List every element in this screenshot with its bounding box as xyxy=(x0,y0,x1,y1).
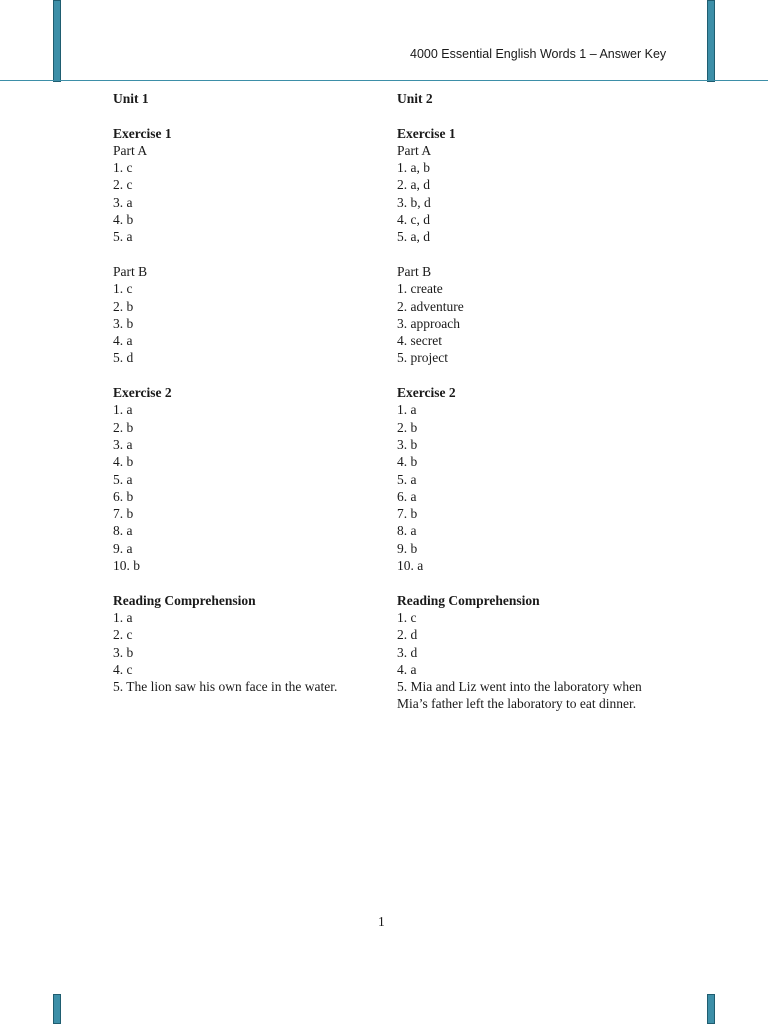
unit-2-column xyxy=(397,90,647,713)
exercise-2-title: Exercise 2 xyxy=(113,385,172,401)
answer-item: 5. d xyxy=(113,350,134,366)
answer-item: 1. c xyxy=(113,281,133,297)
answer-item: 5. The lion saw his own face in the water. xyxy=(113,679,338,695)
answer-item: 1. c xyxy=(397,609,417,625)
part-a-title: Part A xyxy=(397,142,432,158)
answer-item: 2. c xyxy=(113,177,133,193)
part-b-title: Part B xyxy=(397,263,432,279)
answer-item: 4. a xyxy=(397,661,417,677)
answer-item: 7. b xyxy=(397,506,418,522)
exercise-1-title: Exercise 1 xyxy=(397,125,456,141)
answer-item: 5. a xyxy=(113,471,133,487)
answer-item: 3. a xyxy=(113,436,133,452)
answer-item: 4. c, d xyxy=(397,212,430,228)
answer-item: 4. c xyxy=(113,661,133,677)
answer-item: 2. b xyxy=(113,298,134,314)
answer-item: 4. b xyxy=(113,454,134,470)
answer-item: 4. b xyxy=(113,212,134,228)
answer-item: 1. a, b xyxy=(397,160,430,176)
answer-item: 3. b xyxy=(397,436,418,452)
answer-item: 1. a xyxy=(113,402,133,418)
answer-item: 2. adventure xyxy=(397,298,464,314)
answer-item: 6. a xyxy=(397,488,417,504)
answer-item: 3. a xyxy=(113,194,133,210)
part-a-title: Part A xyxy=(113,142,148,158)
exercise-1-title: Exercise 1 xyxy=(113,125,172,141)
answer-item: 3. b, d xyxy=(397,194,431,210)
answer-item: 6. b xyxy=(113,488,134,504)
page-number: 1 xyxy=(378,914,385,929)
answer-item: 5. a xyxy=(113,229,133,245)
answer-item: 2. b xyxy=(113,419,134,435)
answer-item: 10. a xyxy=(397,558,424,574)
decorative-bar-top-left xyxy=(53,0,61,82)
unit-1-column xyxy=(113,90,383,695)
answer-item: 3. d xyxy=(397,644,418,660)
answer-item: 4. a xyxy=(113,333,133,349)
reading-comprehension-title: Reading Comprehension xyxy=(113,592,256,608)
answer-item: 1. c xyxy=(113,160,133,176)
exercise-2-title: Exercise 2 xyxy=(397,385,456,401)
part-b-title: Part B xyxy=(113,263,148,279)
decorative-bar-bottom-right xyxy=(707,994,715,1024)
unit-title: Unit 2 xyxy=(397,91,433,106)
header-title: 4000 Essential English Words 1 – Answer Key xyxy=(410,47,667,61)
answer-item: 9. a xyxy=(113,540,133,556)
reading-comprehension-title: Reading Comprehension xyxy=(397,592,540,608)
answer-item: 8. a xyxy=(397,523,417,539)
answer-item: 2. a, d xyxy=(397,177,430,193)
answer-item: 2. b xyxy=(397,419,418,435)
answer-item: 5. a, d xyxy=(397,229,430,245)
answer-item: 4. secret xyxy=(397,333,442,349)
answer-item: 10. b xyxy=(113,558,140,574)
decorative-bar-bottom-left xyxy=(53,994,61,1024)
header-rule xyxy=(0,80,768,81)
unit-title: Unit 1 xyxy=(113,91,149,106)
answer-item: 1. a xyxy=(113,609,133,625)
answer-item: 9. b xyxy=(397,540,418,556)
answer-item: 3. approach xyxy=(397,315,460,331)
answer-item: 5. project xyxy=(397,350,448,366)
answer-item: 5. a xyxy=(397,471,417,487)
answer-item: 1. create xyxy=(397,281,443,297)
decorative-bar-top-right xyxy=(707,0,715,82)
answer-item: 3. b xyxy=(113,315,134,331)
answer-item: 4. b xyxy=(397,454,418,470)
answer-item: 1. a xyxy=(397,402,417,418)
answer-item: 3. b xyxy=(113,644,134,660)
answer-item: 8. a xyxy=(113,523,133,539)
answer-item: 2. c xyxy=(113,627,133,643)
answer-item: 7. b xyxy=(113,506,134,522)
answer-item: 5. Mia and Liz went into the laboratory when Mia’s father left the laboratory to eat dinner. xyxy=(397,679,642,712)
answer-item: 2. d xyxy=(397,627,418,643)
